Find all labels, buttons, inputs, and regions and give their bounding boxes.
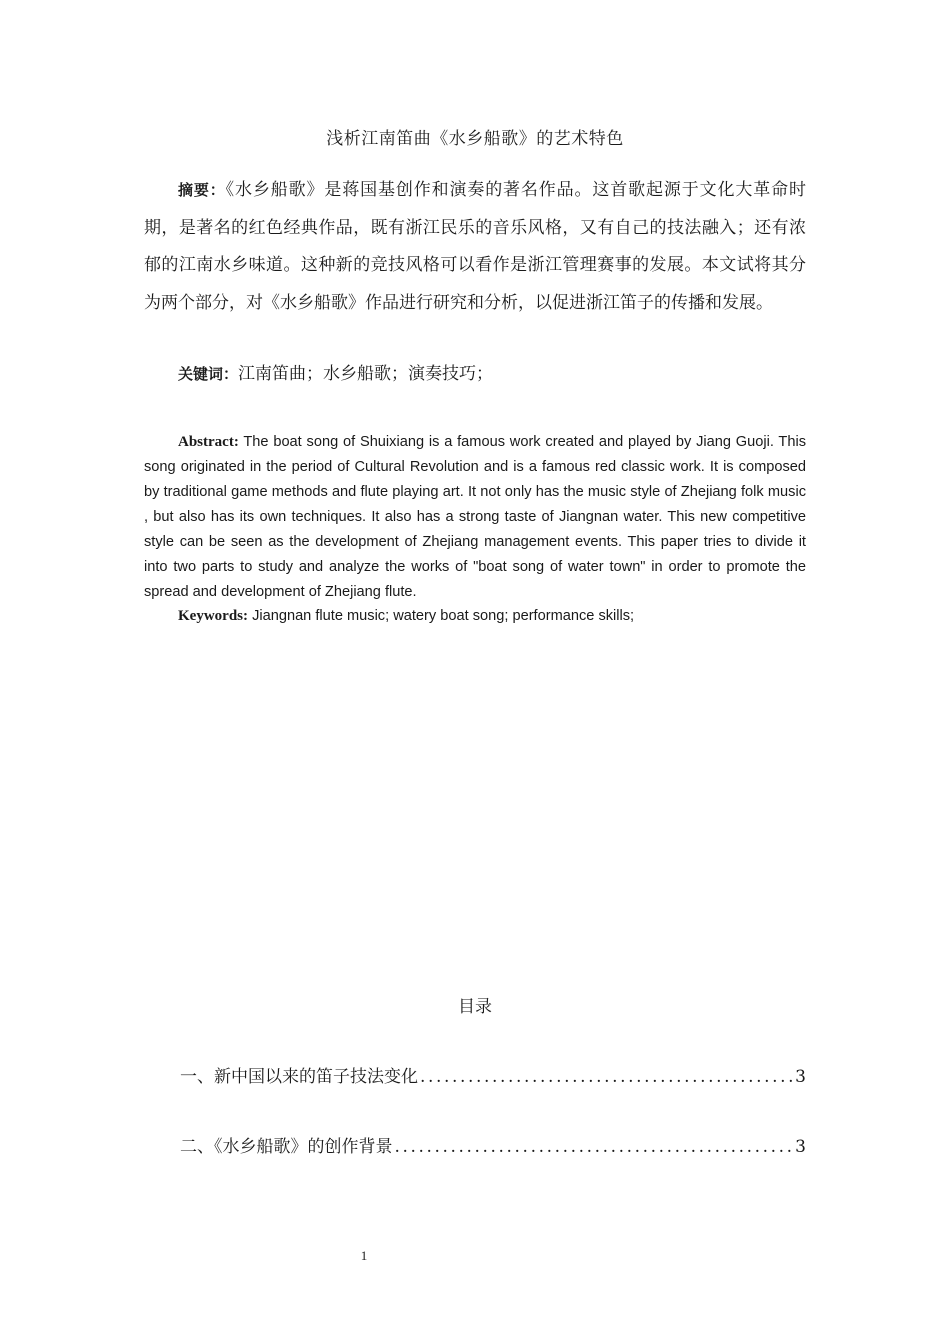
english-abstract [144,430,806,605]
chinese-keywords [178,356,493,393]
english-keywords [178,604,634,629]
toc-entry[interactable] [180,1062,806,1087]
chinese-abstract-label: 摘要： [178,181,226,199]
toc-entry-page: 3 [795,1137,806,1157]
english-abstract-label: Abstract: [178,434,239,450]
toc-dot-leader [420,1067,793,1087]
toc-entry-label: 二、《水乡船歌》的创作背景 [180,1137,393,1157]
document-title: 浅析江南笛曲《水乡船歌》的艺术特色 [326,129,624,149]
chinese-abstract-text: 《水乡船歌》是蒋国基创作和演奏的著名作品。这首歌起源于文化大革命时期，是著名的红色经典作品，既有浙江民乐的音乐风格，又有自己的技法融入；还有浓郁的江南水乡味道。这种新的竞技风格可以看作是浙江管理赛事的发展。本文试将其分为两个部分，对《水乡船歌》作品进行研究和分析，以促进浙江笛子的传播和发展。 [144,180,806,313]
toc-heading: 目录 [458,997,492,1017]
english-keywords-label: Keywords: [178,608,248,624]
english-keywords-text: Jiangnan flute music; watery boat song; performance skills; [252,608,635,624]
toc-dot-leader [395,1137,794,1157]
toc-entry-page: 3 [795,1067,806,1087]
chinese-keywords-label: 关键词： [178,365,239,383]
page-number: 1 [360,1248,368,1263]
chinese-keywords-text: 江南笛曲；水乡船歌；演奏技巧； [238,364,494,384]
chinese-abstract [144,172,806,322]
english-abstract-text: The boat song of Shuixiang is a famous work created and played by Jiang Guoji. This song originated in the period of Cultural Revolution and is a famous red classic work. It is composed by traditional game methods and flute playing art. It not only has the music style of Zhejiang folk music , but also has its own techniques. It also has a strong taste of Jiangnan water. This new competitive style can be seen as the development of Zhejiang management events. This paper tries to divide it into two parts to study and analyze the works of "boat song of water town" in order to promote the spread and development of Zhejiang flute. [144,434,806,600]
toc-entry-label: 一、新中国以来的笛子技法变化 [180,1067,418,1087]
toc-entry[interactable] [180,1132,806,1157]
